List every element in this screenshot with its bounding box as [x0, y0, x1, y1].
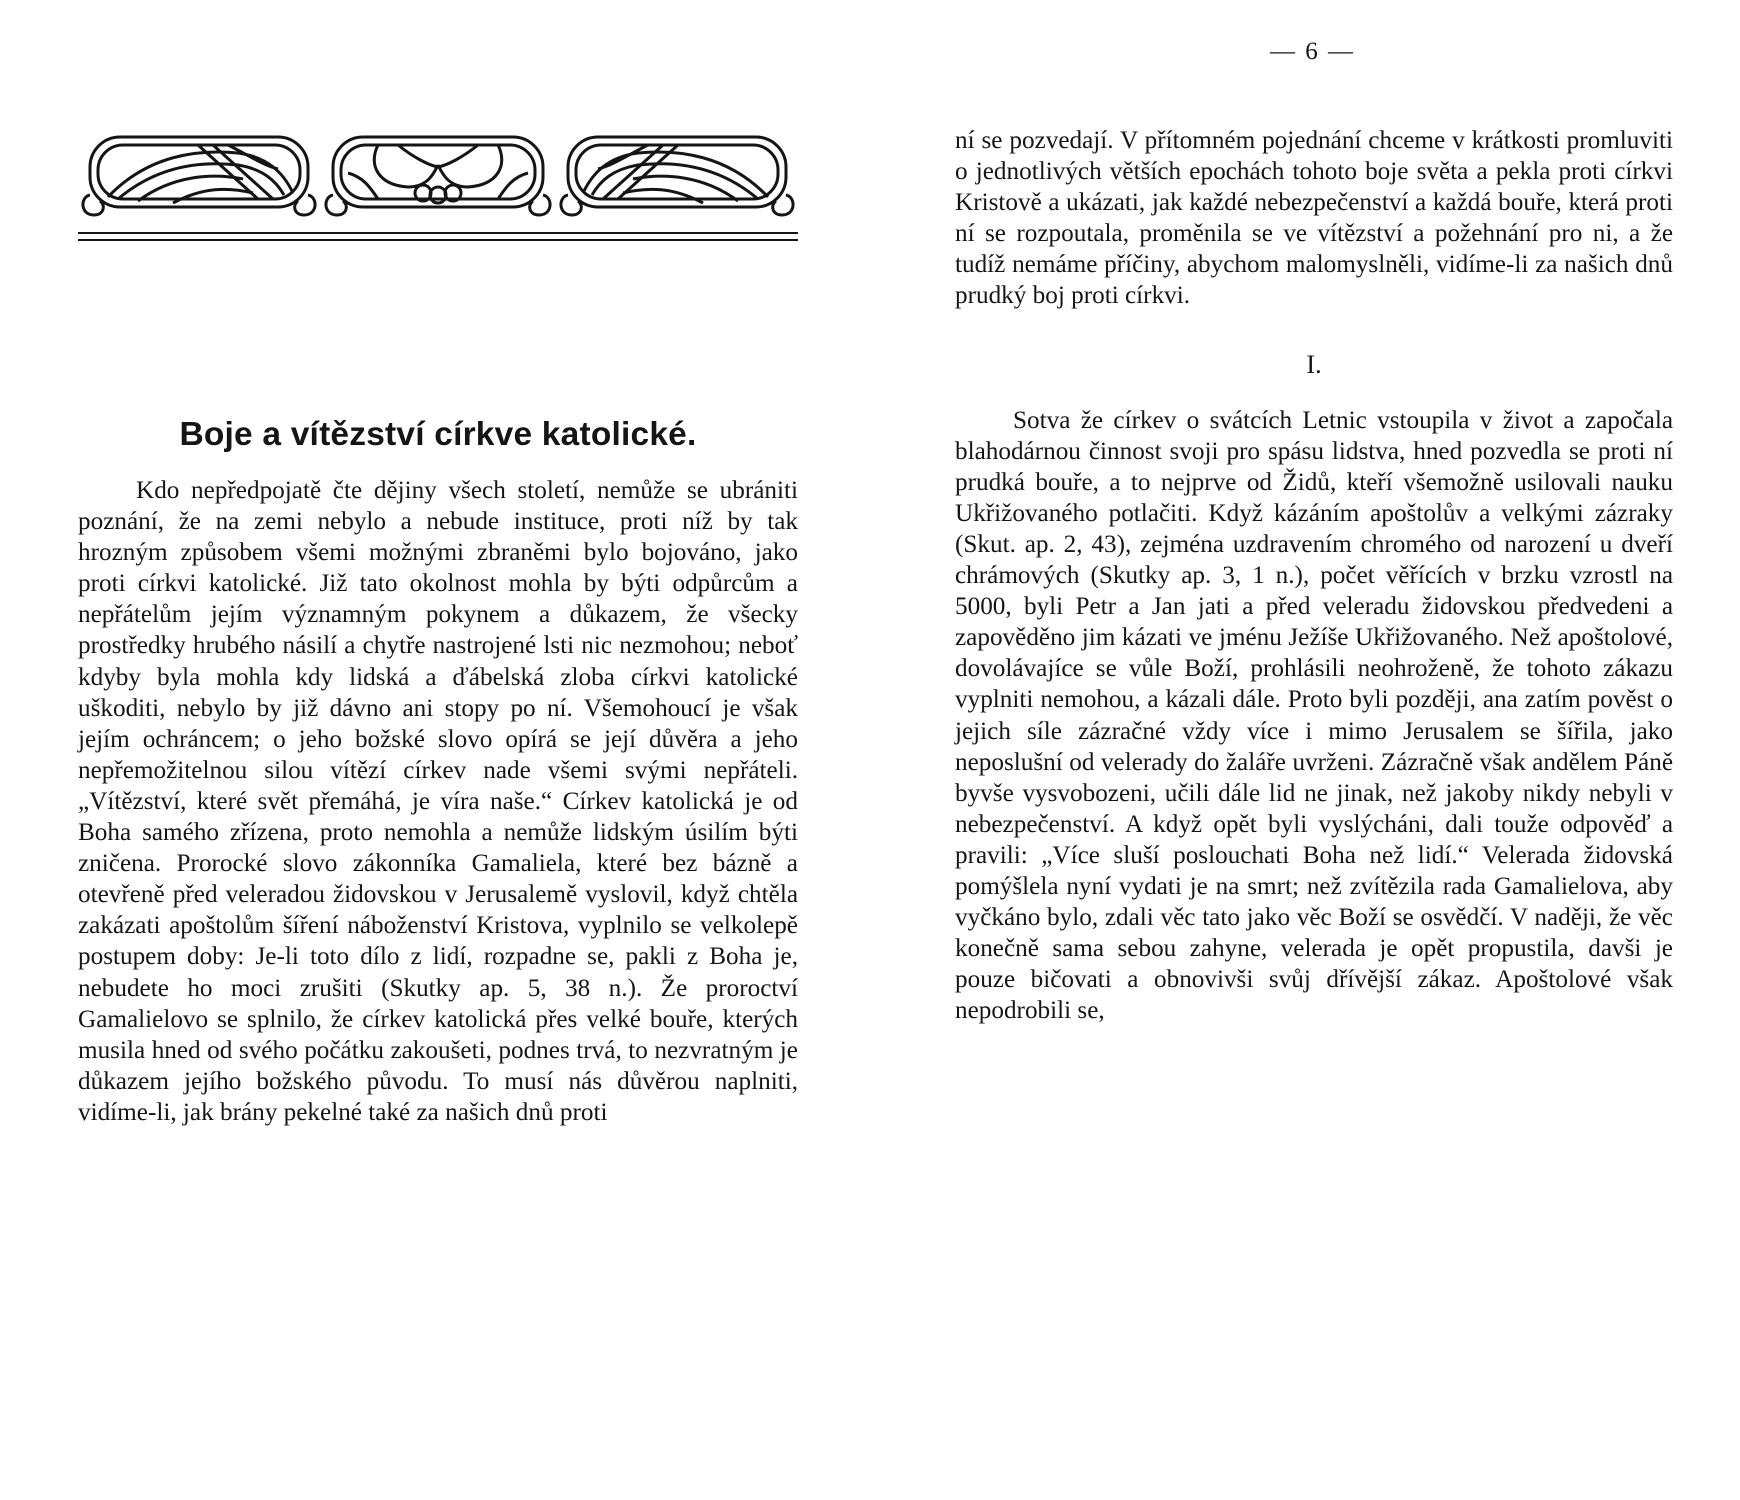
continuation-paragraph: ní se pozvedají. V přítomném pojednání chceme v krátkosti promluviti o jednotlivých větších epochách tohoto boje světa a pekla proti církvi Kristově a ukázati, jak každé nebezpečenství a každá bouře, která proti ní se rozpoutala, proměnila se ve vítězství a požehnání pro ni, a že tudíž nemáme příčiny, abychom malomyslněli, vidíme-li za našich dnů prudký boj proti církvi.	[955, 127, 1673, 310]
right-page	[955, 125, 1673, 1026]
chapter-title: Boje a vítězství církve katolické.	[179, 416, 697, 453]
body-paragraph: Sotva že církev o svátcích Letnic vstoupila v život a započala blahodárnou činnost svoji pro spásu lidstva, hned pozvedla se proti ní prudká bouře, a to nejprve od Židů, kteří všemožně usilovali nauku Ukřižovaného potlačiti. Když kázáním apoštolův a velkými zázraky (Skut. ap. 2, 43), zejména uzdravením chromého od narození u dveří chrámových (Skutky ap. 3, 1 n.), počet věřících v brzku vzrostl na 5000, byli Petr a Jan jati a před veleradu židovskou předvedeni a zapověděno jim kázati ve jménu Ježíše Ukřižovaného. Než apoštolové, dovolávajíce se vůle Boží, prohlásili neohroženě, že tohoto zákazu vyplniti nemohou, a kázali dále. Proto byli později, ana zatím pověst o jejich síle zázračné vždy více i mimo Jerusalem se šířila, jako neposlušní od velerady do žaláře uvrženi. Zázračně však andělem Páně byvše vysvobozeni, učili dále lid ne jinak, než jakoby nikdy nebyli v nebezpečenství. A když opět byli vyslýcháni, dali touže odpověď a pravili: „Více sluší poslouchati Boha než lidí.“ Velerada židovská pomýšlela nyní vydati je na smrt; než zvítězila rada Gamalielova, aby vyčkáno bylo, zdali věc tato jako věc Boží se osvědčí. V naději, že věc konečně sama sebou zahyne, velerada je opět propustila, davši je pouze bičovati a obnovivši svůj dřívější zákaz. Apoštolové však nepodrobili se,	[955, 406, 1673, 1025]
left-page	[78, 125, 798, 1128]
floral-ornament-icon	[78, 125, 798, 255]
body-paragraph: Kdo nepředpojatě čte dějiny všech století, nemůže se ubrániti poznání, že na zemi nebylo a nebude instituce, proti níž by tak hrozným způsobem všemi možnými zbraněmi bylo bojováno, jako proti církvi katolické. Již tato okolnost mohla by býti odpůrcům a nepřátelům jejím významným pokynem a důkazem, že všecky prostředky hrubého násilí a chytře nastrojené lsti nic nezmohou; neboť kdyby byla mohla kdy lidská a ďábelská zloba církvi katolické uškoditi, nebylo by již dávno ani stopy po ní. Všemohoucí je však jejím ochráncem; o jeho božské slovo opírá se její důvěra a jeho nepřemožitelnou silou vítězí církev nade všemi svými nepřáteli. „Vítězství, které svět přemáhá, je víra naše.“ Církev katolická je od Boha samého zřízena, proto nemohla a nemůže lidským úsilím býti zničena. Prorocké slovo zákonníka Gamaliela, které bez bázně a otevřeně před veleradou židovskou v Jerusalemě vyslovil, když chtěla zakázati apoštolům šíření náboženství Kristova, vyplnilo se velkolepě postupem doby: Je-li toto dílo z lidí, rozpadne se, pakli z Boha je, nebudete ho moci zrušiti (Skutky ap. 5, 38 n.). Že proroctví Gamalielovo se splnilo, že církev katolická přes velké bouře, kterých musila hned od svého počátku zakoušeti, podnes trvá, to nezvratným je důkazem jejího božského původu. To musí nás důvěrou naplniti, vidíme-li, jak brány pekelné také za našich dnů proti	[78, 477, 798, 1126]
page-number: — 6 —	[1270, 38, 1355, 65]
section-heading: I.	[1306, 349, 1322, 379]
